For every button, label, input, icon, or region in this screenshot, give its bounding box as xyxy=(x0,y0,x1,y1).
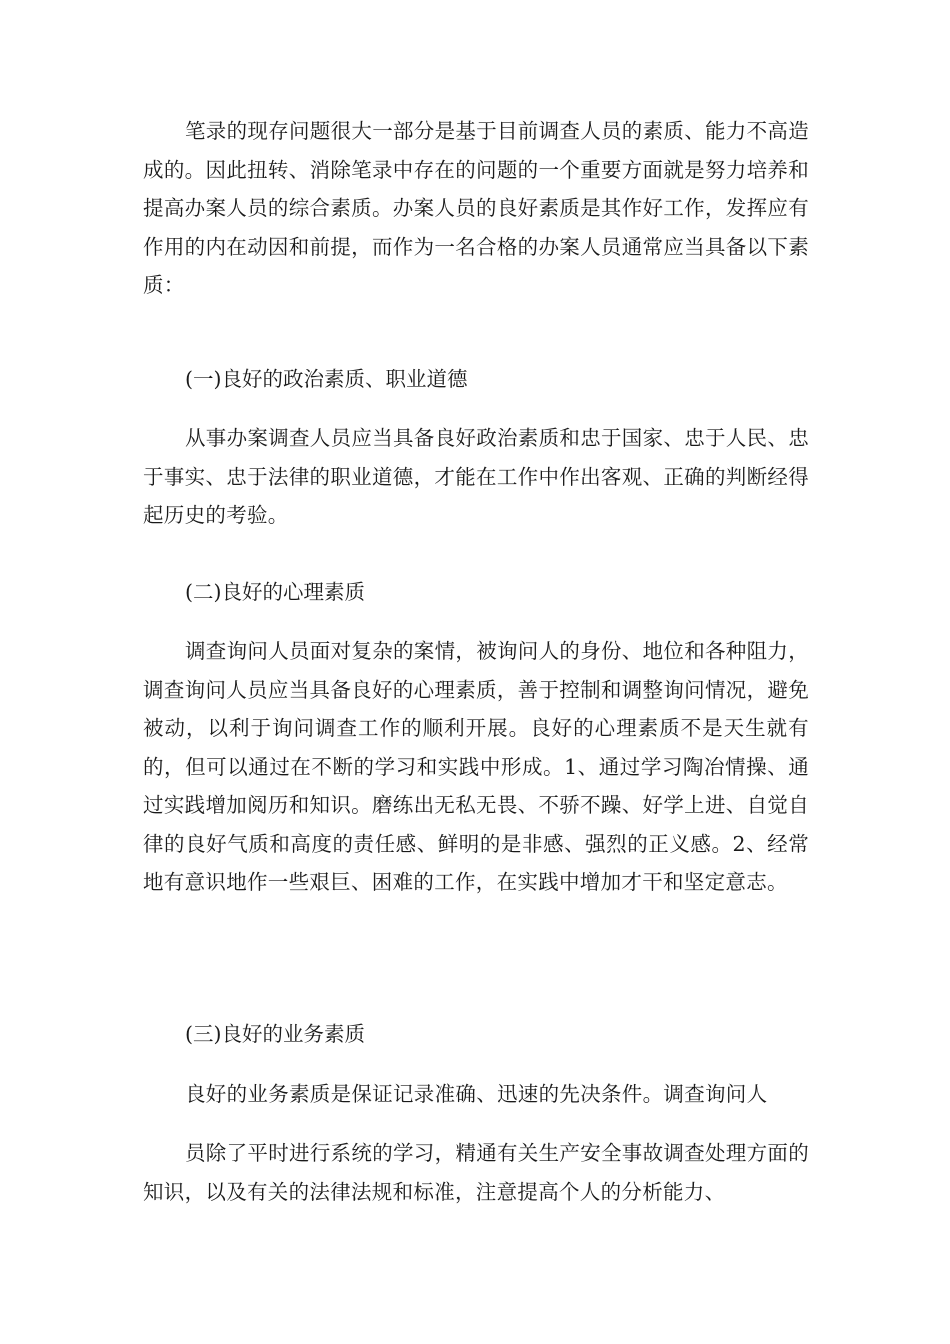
section-heading-professional: (三)良好的业务素质 xyxy=(185,1022,365,1046)
paragraph-professional-line: 良好的业务素质是保证记录准确、迅速的先决条件。调查询问人 xyxy=(185,1082,768,1106)
paragraph-professional-continued: 员除了平时进行系统的学习，精通有关生产安全事故调查处理方面的知识，以及有关的法律法规和标准，注意提高个人的分析能力、 xyxy=(143,1141,809,1204)
paragraph-political: 从事办案调查人员应当具备良好政治素质和忠于国家、忠于人民、忠于事实、忠于法律的职业道德，才能在工作中作出客观、正确的判断经得起历史的考验。 xyxy=(143,426,809,527)
paragraph-intro: 笔录的现存问题很大一部分是基于目前调查人员的素质、能力不高造成的。因此扭转、消除笔录中存在的问题的一个重要方面就是努力培养和提高办案人员的综合素质。办案人员的良好素质是其作好工作，发挥应有作用的内在动因和前提，而作为一名合格的办案人员通常应当具备以下素质： xyxy=(143,119,809,297)
section-heading-psychological: (二)良好的心理素质 xyxy=(185,580,365,604)
section-heading-political: (一)良好的政治素质、职业道德 xyxy=(185,367,468,391)
paragraph-psychological: 调查询问人员面对复杂的案情，被询问人的身份、地位和各种阻力，调查询问人员应当具备良好的心理素质，善于控制和调整询问情况，避免被动，以利于询问调查工作的顺利开展。良好的心理素质不是天生就有的，但可以通过在不断的学习和实践中形成。1、通过学习陶冶情操、通过实践增加阅历和知识。磨练出无私无畏、不骄不躁、好学上进、自觉自律的良好气质和高度的责任感、鲜明的是非感、强烈的正义感。2、经常地有意识地作一些艰巨、困难的工作，在实践中增加才干和坚定意志。 xyxy=(143,639,809,894)
